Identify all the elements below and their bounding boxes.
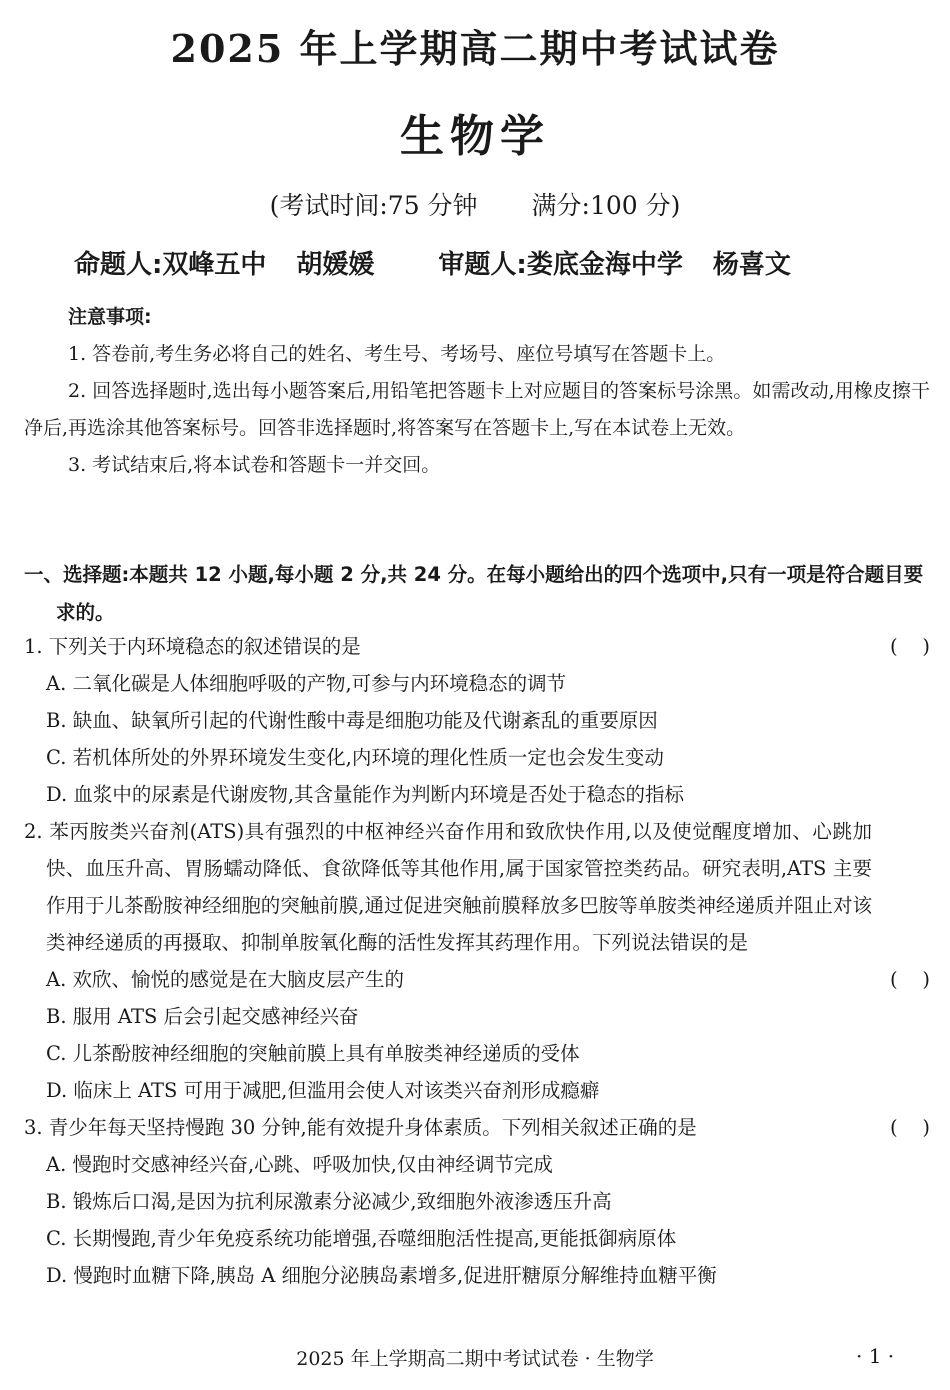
answer-parentheses: ( ) (889, 968, 930, 991)
notes-title: 注意事项: (68, 306, 152, 328)
question-stem: 2. 苯丙胺类兴奋剂(ATS)具有强烈的中枢神经兴奋作用和致欣快作用,以及使觉醒度增加、心跳加快、血压升高、胃肠蠕动降低、食欲降低等其他作用,属于国家管控类药品。研究表明,ATS 主要作用于儿茶酚胺神经细胞的突触前膜,通过促进突触前膜释放多巴胺等单胺类神经递质并阻止对该类神经递质的再摄取、抑制单胺氧化酶的活性发挥其药理作用。下列说法错误的是 (24, 820, 872, 954)
answer-parentheses: ( ) (889, 635, 930, 658)
note-item: 2. 回答选择题时,选出每小题答案后,用铅笔把答题卡上对应题目的答案标号涂黑。如需改动,用橡皮擦干净后,再选涂其他答案标号。回答非选择题时,将答案写在答题卡上,写在本试卷上无效。 (24, 380, 930, 439)
page-footer: 2025 年上学期高二期中考试试卷 · 生物学 (296, 1348, 654, 1370)
page-number: · 1 · (856, 1344, 895, 1368)
option-b: B. 缺血、缺氧所引起的代谢性酸中毒是细胞功能及代谢紊乱的重要原因 (46, 709, 658, 732)
note-item: 1. 答卷前,考生务必将自己的姓名、考生号、考场号、座位号填写在答题卡上。 (68, 343, 726, 365)
option-c: C. 长期慢跑,青少年免疫系统功能增强,吞噬细胞活性提高,更能抵御病原体 (46, 1227, 677, 1250)
question-stem: 1. 下列关于内环境稳态的叙述错误的是 (24, 635, 361, 658)
exam-title: 2025 年上学期高二期中考试试卷 (170, 26, 780, 71)
subject-title: 生物学 (400, 111, 550, 162)
question-3 (24, 1109, 930, 1294)
notes-list (24, 336, 930, 484)
exam-info (0, 186, 950, 222)
option-c: C. 儿茶酚胺神经细胞的突触前膜上具有单胺类神经递质的受体 (46, 1042, 580, 1065)
note-item: 3. 考试结束后,将本试卷和答题卡一并交回。 (68, 454, 441, 476)
setter-label: 命题人:双峰五中 (74, 250, 267, 280)
question-1 (24, 628, 930, 813)
question-stem: 3. 青少年每天坚持慢跑 30 分钟,能有效提升身体素质。下列相关叙述正确的是 (24, 1116, 697, 1139)
option-c: C. 若机体所处的外界环境发生变化,内环境的理化性质一定也会发生变动 (46, 746, 664, 769)
option-b: B. 锻炼后口渴,是因为抗利尿激素分泌减少,致细胞外液渗透压升高 (46, 1190, 612, 1213)
option-a: A. 慢跑时交感神经兴奋,心跳、呼吸加快,仅由神经调节完成 (46, 1153, 553, 1176)
reviewer-label: 审题人:娄底金海中学 (438, 250, 683, 280)
option-a: A. 欢欣、愉悦的感觉是在大脑皮层产生的 (46, 968, 404, 991)
answer-parentheses: ( ) (889, 1116, 930, 1139)
authors-line (74, 244, 894, 281)
question-2 (24, 813, 930, 1109)
option-d: D. 慢跑时血糖下降,胰岛 A 细胞分泌胰岛素增多,促进肝糖原分解维持血糖平衡 (46, 1264, 717, 1287)
setter-name: 胡媛媛 (296, 250, 375, 280)
option-d: D. 临床上 ATS 可用于减肥,但滥用会使人对该类兴奋剂形成瘾癖 (46, 1079, 600, 1102)
option-d: D. 血浆中的尿素是代谢废物,其含量能作为判断内环境是否处于稳态的指标 (46, 783, 685, 806)
question-list (24, 628, 930, 1294)
reviewer-name: 杨喜文 (712, 250, 791, 280)
option-a: A. 二氧化碳是人体细胞呼吸的产物,可参与内环境稳态的调节 (46, 672, 567, 695)
exam-score: 满分:100 分) (531, 191, 681, 220)
exam-time: (考试时间:75 分钟 (269, 191, 478, 220)
section-heading: 一、选择题:本题共 12 小题,每小题 2 分,共 24 分。在每小题给出的四个选项中,只有一项是符合题目要求的。 (24, 563, 924, 624)
option-b: B. 服用 ATS 后会引起交感神经兴奋 (46, 1005, 359, 1028)
